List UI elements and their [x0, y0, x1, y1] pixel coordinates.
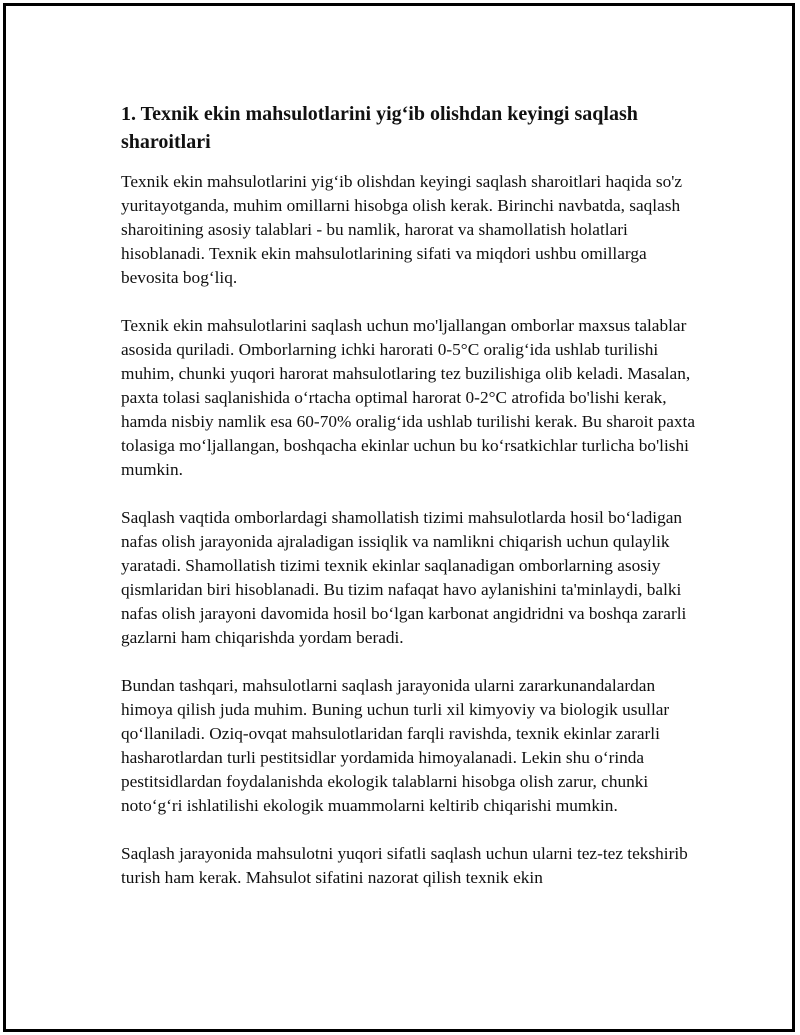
paragraph: Texnik ekin mahsulotlarini yig‘ib olishdan keyingi saqlash sharoitlari haqida so'z yuritayotganda, muhim omillarni hisobga olish kerak. Birinchi navbatda, saqlash sharoitining asosiy talablari - bu namlik, harorat va shamollatish holatlari hisoblanadi. Texnik ekin mahsulotlarining sifati va miqdori ushbu omillarga bevosita bog‘liq. — [121, 172, 683, 287]
document-body — [121, 100, 696, 914]
paragraph: Texnik ekin mahsulotlarini saqlash uchun mo'ljallangan omborlar maxsus talablar asosida quriladi. Omborlarning ichki harorati 0-5°C oralig‘ida ushlab turilishi muhim, chunki yuqori harorat mahsulotlaring tez buzilishiga olib keladi. Masalan, paxta tolasi saqlanishida o‘rtacha optimal harorat 0-2°C atrofida bo'lishi kerak, hamda nisbiy namlik esa 60-70% oralig‘ida ushlab turilishi kerak. Bu sharoit paxta tolasiga mo‘ljallangan, boshqacha ekinlar uchun bu ko‘rsatkichlar turlicha bo'lishi mumkin. — [121, 316, 695, 479]
paragraph: Saqlash jarayonida mahsulotni yuqori sifatli saqlash uchun ularni tez-tez tekshirib turish ham kerak. Mahsulot sifatini nazorat qilish texnik ekin — [121, 844, 688, 887]
paragraph: Saqlash vaqtida omborlardagi shamollatish tizimi mahsulotlarda hosil bo‘ladigan nafas olish jarayonida ajraladigan issiqlik va namlikni chiqarish uchun qulaylik yaratadi. Shamollatish tizimi texnik ekinlar saqlanadigan omborlarning asosiy qismlaridan biri hisoblanadi. Bu tizim nafaqat havo aylanishini ta'minlaydi, balki nafas olish jarayoni davomida hosil bo‘lgan karbonat angidridni va boshqa zararli gazlarni ham chiqarishda yordam beradi. — [121, 508, 687, 647]
section-heading: 1. Texnik ekin mahsulotlarini yig‘ib olishdan keyingi saqlash sharoitlari — [121, 103, 638, 153]
paragraph: Bundan tashqari, mahsulotlarni saqlash jarayonida ularni zararkunandalardan himoya qilish juda muhim. Buning uchun turli xil kimyoviy va biologik usullar qo‘llaniladi. Oziq-ovqat mahsulotlaridan farqli ravishda, texnik ekinlar zararli hasharotlardan turli pestitsidlar yordamida himoyalanadi. Lekin shu o‘rinda pestitsidlardan foydalanishda ekologik talablarni hisobga olish zarur, chunki noto‘g‘ri ishlatilishi ekologik muammolarni keltirib chiqarishi mumkin. — [121, 676, 670, 815]
page-frame — [3, 3, 795, 1032]
